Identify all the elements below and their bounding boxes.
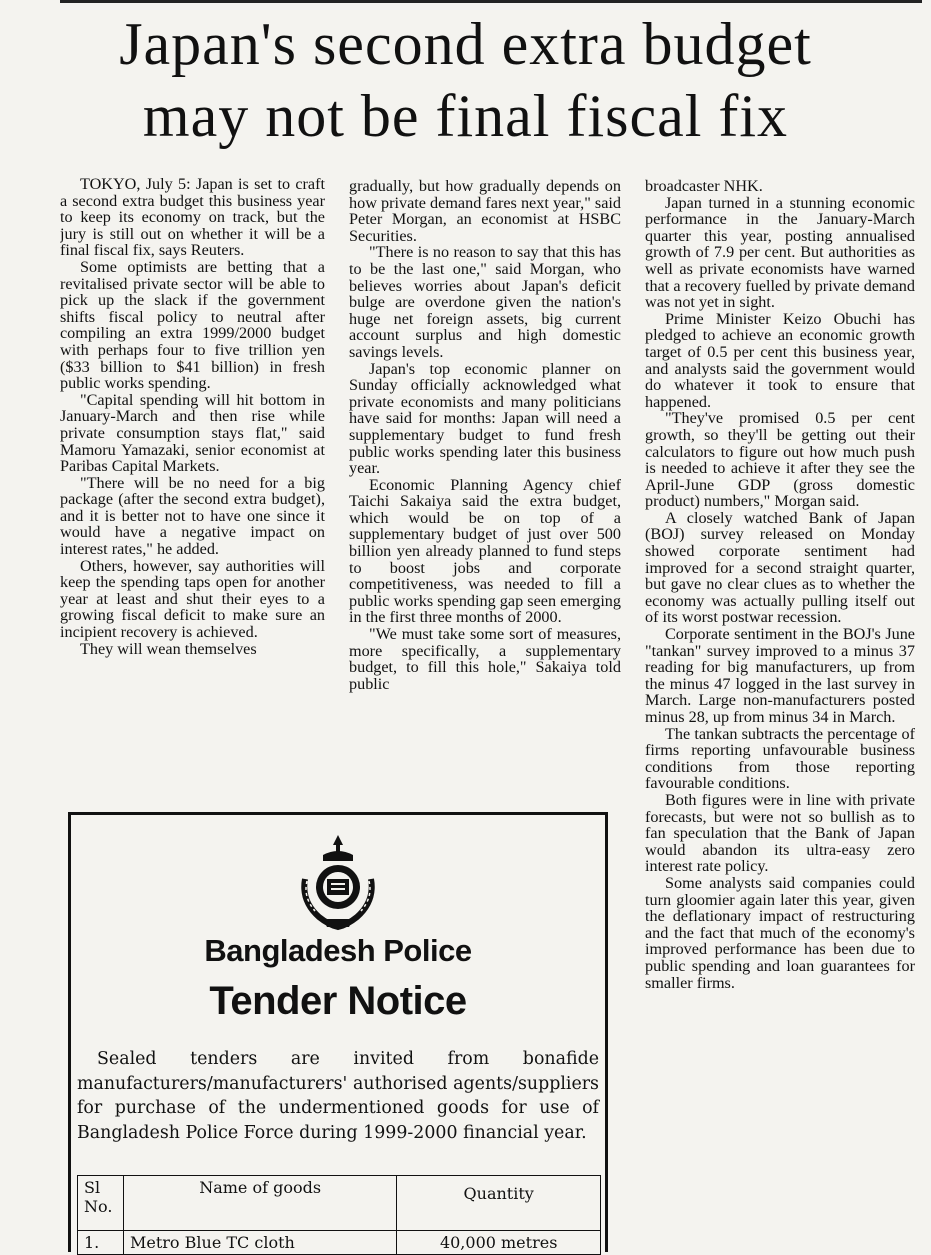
article-paragraph: broadcaster NHK. (645, 178, 763, 195)
table-header-row (78, 1176, 601, 1231)
article-column-3 (645, 178, 915, 1238)
headline-line-1: Japan's second extra budget (119, 11, 812, 77)
article-paragraph: A closely watched Bank of Japan (BOJ) survey released on Monday showed corporate sentiment had improved for a second straight quarter, but gave no clear clues as to whether the economy was actually pulling itself out of its worst postwar recession. (645, 508, 915, 627)
table-row (78, 1231, 601, 1255)
headline (0, 8, 931, 152)
headline-line-2: may not be final fiscal fix (142, 83, 789, 149)
article-paragraph: TOKYO, July 5: Japan is set to craft a second extra budget this business year to keep its economy on track, but the jury is still out on whether it will be a final fiscal fix, says Reuters. (60, 176, 325, 260)
article-paragraph: "They've promised 0.5 per cent growth, so they'll be getting out their calculators to figure out how much push is needed to achieve it after they see the April-June GDP (gross domestic product) numbers," Morgan said. (645, 409, 915, 511)
article-paragraph: "There is no reason to say that this has to be the last one," said Morgan, who believes worries about Japan's deficit bulge are overdone given the nation's huge net foreign assets, big current account surplus and high domestic savings levels. (349, 243, 621, 361)
article-paragraph: Japan turned in a stunning economic performance in the January-March quarter this year, posting annualised growth of 7.9 per cent. But authorities as well as private economists have warned that a recovery fuelled by private demand was not yet in sight. (645, 193, 915, 312)
article-paragraph: Japan's top economic planner on Sunday officially acknowledged what private economists and many politicians have said for months: Japan will need a supplementary budget to fund fresh public works spending later this business year. (349, 359, 621, 478)
ad-organization: Bangladesh Police (204, 933, 472, 968)
cell-name: Metro Blue TC cloth (123, 1231, 396, 1255)
article-paragraph: Some analysts said companies could turn gloomier again later this year, given the deflationary impact of restructuring and the fact that much of the economy's improved performance has been due to public spending and loan guarantees for smaller firms. (645, 873, 915, 992)
article-paragraph: "Capital spending will hit bottom in January-March and then rise while private consumption stays flat," said Mamoru Yamazaki, senior economist at Paribas Capital Markets. (60, 390, 325, 476)
police-emblem-icon (293, 831, 383, 931)
article-paragraph: Both figures were in line with private forecasts, but were not so bullish as to fan speculation that the Bank of Japan would abandon its ultra-easy zero interest rate policy. (645, 790, 915, 876)
goods-table (77, 1175, 601, 1255)
ad-body: Sealed tenders are invited from bonafide manufacturers/manufacturers' authorised agents/suppliers for purchase of the undermentioned goods for use of Bangladesh Police Force during 1999-2000 financial year. (77, 1049, 599, 1143)
cell-sl: 1. (78, 1231, 124, 1255)
tender-notice-ad (68, 812, 608, 1252)
article-paragraph: "We must take some sort of measures, more specifically, a supplementary budget, to fill this hole," Sakaiya told public (349, 625, 621, 693)
article-paragraph: They will wean themselves (80, 639, 257, 658)
article-paragraph: gradually, but how gradually depends on how private demand fares next year," said Peter Morgan, an economist at HSBC Securities. (349, 178, 621, 245)
article-paragraph: "There will be no need for a big package (after the second extra budget), and it is better not to have one since it would have a negative impact on interest rates," he added. (60, 473, 325, 559)
article-paragraph: Prime Minister Keizo Obuchi has pledged to achieve an economic growth target of 0.5 per cent this business year, and analysts said the government would do whatever it took to ensure that happened. (645, 309, 915, 411)
ad-title: Tender Notice (209, 979, 467, 1023)
article-column-2 (349, 178, 621, 810)
top-rule (60, 0, 922, 3)
article-paragraph: Others, however, say authorities will keep the spending taps open for another year at least and shut their eyes to a growing fiscal deficit to make sure an incipient recovery is achieved. (60, 556, 325, 642)
cell-quantity: 40,000 metres (397, 1231, 601, 1255)
article-paragraph: The tankan subtracts the percentage of firms reporting unfavourable business conditions from those reporting favourable conditions. (645, 724, 915, 793)
header-name: Name of goods (123, 1176, 396, 1231)
article-paragraph: Some optimists are betting that a revitalised private sector will be able to pick up the slack if the government shifts fiscal policy to neutral after compiling an extra 1999/2000 budget with perhaps four to five trillion yen ($33 billion to $41 billion) in fresh public works spending. (60, 257, 325, 393)
header-sl: Sl No. (78, 1176, 124, 1231)
article-paragraph: Economic Planning Agency chief Taichi Sakaiya said the extra budget, which would be on top of a supplementary budget of just over 500 billion yen already planned to fund steps to boost jobs and corporate competitiveness, was needed to fill a public works spending gap seen emerging in the first three months of 2000. (349, 475, 621, 627)
article-paragraph: Corporate sentiment in the BOJ's June "tankan" survey improved to a minus 37 reading for big manufacturers, up from the minus 47 logged in the last survey in March. Large non-manufacturers posted minus 28, up from minus 34 in March. (645, 625, 915, 726)
header-quantity: Quantity (397, 1176, 601, 1231)
article-column-1 (60, 176, 325, 808)
